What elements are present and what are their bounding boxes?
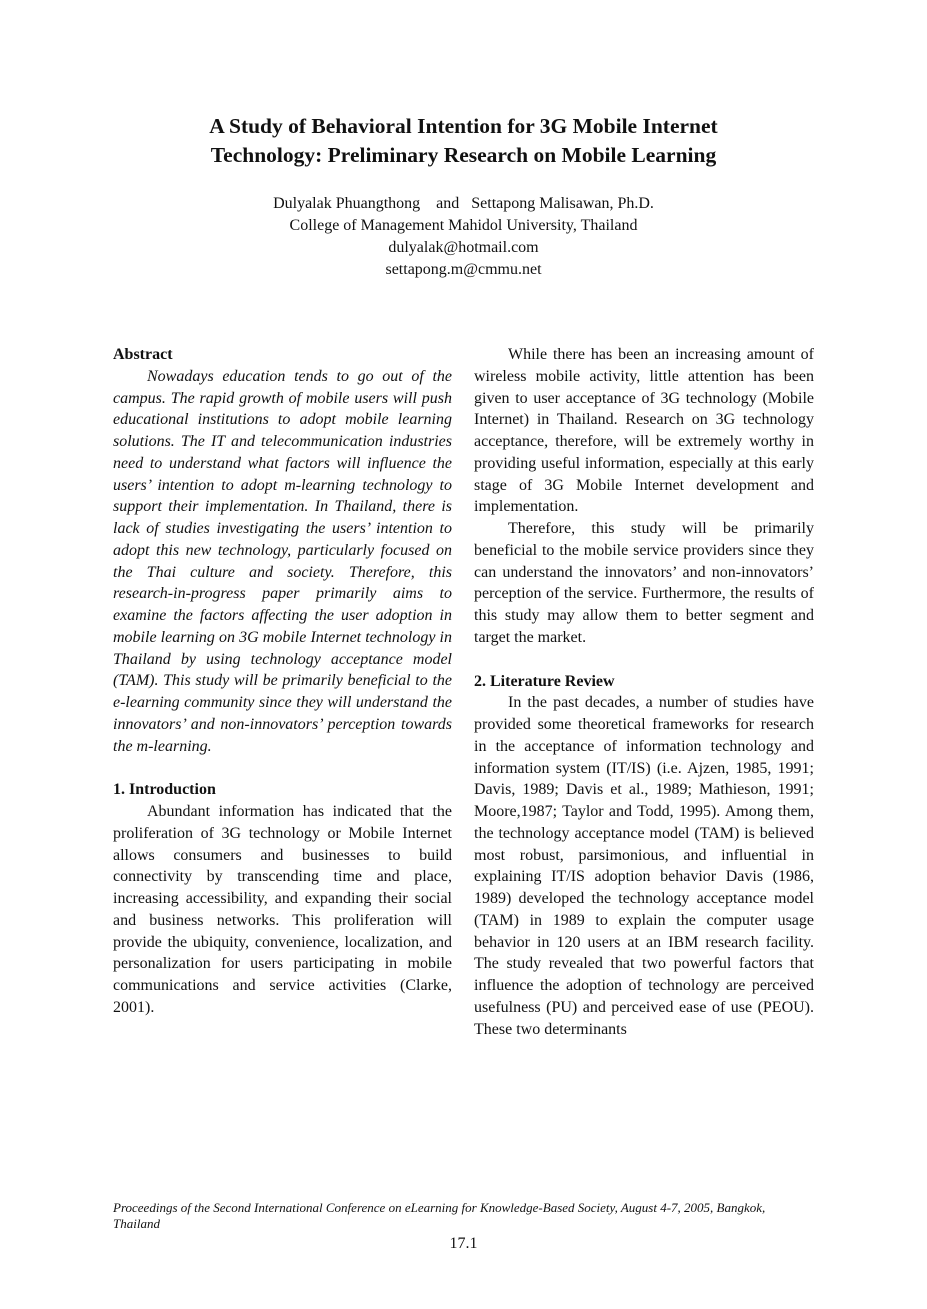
author-names: Dulyalak Phuangthong and Settapong Malisawan, Ph.D.	[273, 195, 654, 212]
left-column	[113, 344, 452, 1019]
author-block	[113, 193, 814, 281]
introduction-paragraph-3: Therefore, this study will be primarily beneficial to the mobile service providers since they can understand the innovators’ and non-innovators’ perception of the service. Furthermore, the results of this study may allow them to better segment and target the market.	[474, 520, 814, 646]
title-line-1: A Study of Behavioral Intention for 3G Mobile Internet	[209, 114, 718, 138]
author-email-2: settapong.m@cmmu.net	[385, 261, 542, 278]
introduction-heading: 1. Introduction	[113, 781, 216, 799]
abstract-heading: Abstract	[113, 346, 173, 363]
abstract-text: Nowadays education tends to go out of the campus. The rapid growth of mobile users will push educational institutions to adopt mobile learning solutions. The IT and telecommunication industries need to understand what factors will influence the users’ intention to adopt m-learning technology to support their implementation. In Thailand, there is lack of studies investigating the users’ intention to adopt this new technology, particularly focused on the Thai culture and society. Therefore, this research-in-progress paper primarily aims to examine the factors affecting the user adoption in mobile learning on 3G mobile Internet technology in Thailand by using technology acceptance model (TAM). This study will be primarily beneficial to the e-learning community since they will understand the innovators’ and non-innovators’ perception towards the m-learning.	[113, 367, 452, 755]
literature-heading: 2. Literature Review	[474, 672, 615, 690]
author-email-1: dulyalak@hotmail.com	[388, 239, 539, 256]
literature-paragraph-1: In the past decades, a number of studies have provided some theoretical frameworks for research in the acceptance of information technology and information system (IT/IS) (i.e. Ajzen, 1985, 1991; Davis, 1989; Davis et al., 1989; Mathieson, 1991; Moore,1987; Taylor and Todd, 1995). Among them, the technology acceptance model (TAM) is believed most robust, parsimonious, and influential in explaining IT/IS adoption behavior Davis (1986, 1989) developed the technology acceptance model (TAM) in 1989 to explain the computer usage behavior in 120 users at an IBM research facility. The study revealed that two powerful factors that influence the adoption of technology are perceived usefulness (PU) and perceived ease of use (PEOU). These two determinants	[474, 694, 814, 1038]
title-line-2: Technology: Preliminary Research on Mobile Learning	[210, 143, 717, 167]
right-column	[474, 344, 814, 1040]
proceedings-footer: Proceedings of the Second International Conference on eLearning for Knowledge-Based Society, August 4-7, 2005, Bangkok, Thailand	[113, 1200, 766, 1231]
author-affiliation: College of Management Mahidol University, Thailand	[289, 217, 638, 234]
introduction-paragraph-1: Abundant information has indicated that the proliferation of 3G technology or Mobile Internet allows consumers and businesses to build connectivity by transcending time and place, increasing accessibility, and expanding their social and business networks. This proliferation will provide the ubiquity, convenience, localization, and personalization for users participating in mobile communications and service activities (Clarke, 2001).	[113, 803, 452, 1016]
page-number: 17.1	[449, 1235, 478, 1252]
paper-title	[113, 112, 814, 170]
introduction-paragraph-2: While there has been an increasing amount of wireless mobile activity, little attention has been given to user acceptance of 3G technology (Mobile Internet) in Thailand. Research on 3G technology acceptance, therefore, will be extremely worthy in providing useful information, especially at this early stage of 3G Mobile Internet development and implementation.	[474, 346, 814, 516]
